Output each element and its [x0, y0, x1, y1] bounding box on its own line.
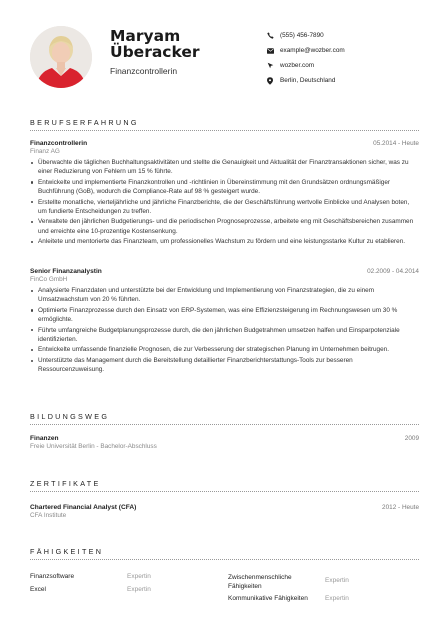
section-divider: [30, 491, 419, 492]
certificate-title: Chartered Financial Analyst (CFA): [30, 504, 137, 511]
section-divider: [30, 424, 419, 425]
experience-date: 02.2009 - 04.2014: [367, 268, 419, 275]
skill-name: Zwischenmenschliche Fähigkeiten: [228, 574, 292, 590]
section-title-certificates: ZERTIFIKATE: [30, 479, 101, 488]
experience-bullets: [30, 286, 419, 374]
skill-name: Finanzsoftware: [30, 573, 75, 580]
contact-location: [267, 73, 437, 88]
experience-date: 05.2014 - Heute: [373, 140, 419, 147]
list-item: Analysierte Finanzdaten und unterstützte bei der Entwicklung und Implementierung von Finanzstrategien, die zu einem Umsatzwachstum von 20 % führten.: [30, 286, 419, 304]
location-pin-icon: [267, 77, 280, 85]
education-detail: Freie Universität Berlin - Bachelor-Abschluss: [30, 443, 157, 450]
resume-header: [30, 26, 430, 94]
certificate-date: 2012 - Heute: [382, 504, 419, 511]
contact-list: [267, 28, 437, 88]
location-text: Berlin, Deutschland: [280, 77, 336, 84]
contact-website: [267, 58, 437, 73]
candidate-name: [110, 28, 200, 60]
contact-phone: [267, 28, 437, 43]
section-title-skills: FÄHIGKEITEN: [30, 547, 104, 556]
website-link[interactable]: wozber.com: [280, 62, 315, 69]
experience-bullets: [30, 158, 419, 246]
list-item: Optimierte Finanzprozesse durch den Einsatz von ERP-Systemen, was eine Effizienzsteigerung im Rechnungswesen um 30 % ermöglichte.: [30, 306, 419, 324]
experience-entry: [30, 268, 419, 376]
link-icon: [267, 62, 280, 69]
list-item: Entwickelte und implementierte Finanzkontrollen und -richtlinien in Übereinstimmung mit den Grundsätzen ordnungsmäßiger Buchführung (GoB), wodurch die Compliance-Rate auf 98 % gesteigert wurde.: [30, 178, 419, 196]
education-date: 2009: [404, 435, 419, 442]
job-title: Finanzcontrollerin: [110, 66, 178, 76]
last-name: Überacker: [110, 43, 200, 61]
section-title-education: BILDUNGSWEG: [30, 412, 110, 421]
experience-company: Finanz AG: [30, 148, 60, 155]
portrait-image: [30, 26, 92, 88]
profile-photo: [30, 26, 92, 88]
phone-icon: [267, 32, 280, 39]
education-title: Finanzen: [30, 435, 59, 442]
experience-entry: [30, 140, 419, 248]
skill-name: Excel: [30, 586, 46, 593]
skill-level: Expertin: [127, 573, 151, 580]
list-item: Führte umfangreiche Budgetplanungsprozesse durch, die den jährlichen Budgetrahmen umsetzen halfen und Einsparpotenziale identifizierten.: [30, 326, 419, 344]
list-item: Anleitete und mentorierte das Finanzteam, um professionelles Wachstum zu fördern und eine leistungsstarke Kultur zu etablieren.: [30, 237, 419, 246]
education-entry: [30, 435, 419, 450]
phone-text: (555) 456-7890: [280, 32, 324, 39]
section-divider: [30, 130, 419, 131]
certificate-issuer: CFA Institute: [30, 512, 67, 519]
list-item: Unterstützte das Management durch die Bereitstellung detaillierter Finanzberichterstattungs-Tools zur besseren Ressourcenzuweisung.: [30, 356, 419, 374]
first-name: Maryam: [110, 27, 181, 45]
section-divider: [30, 559, 419, 560]
skill-level: Expertin: [325, 577, 349, 584]
list-item: Entwickelte umfassende finanzielle Prognosen, die zur Verbesserung der strategischen Planung im Unternehmen beitrugen.: [30, 345, 419, 354]
experience-title: Finanzcontrollerin: [30, 140, 88, 147]
skill-level: Expertin: [127, 586, 151, 593]
list-item: Erstellte monatliche, vierteljährliche und jährliche Finanzberichte, die der Geschäftsführung wertvolle Einblicke und Analysen boten, um fundierte Entscheidungen zu treffen.: [30, 198, 419, 216]
contact-email: [267, 43, 437, 58]
email-link[interactable]: example@wozber.com: [280, 47, 345, 54]
section-title-experience: BERUFSERFAHRUNG: [30, 118, 139, 127]
list-item: Verwaltete den jährlichen Budgetierungs- und die periodischen Prognoseprozesse, arbeitete eng mit Geschäftsbereichen zusammen und erreichte eine 10-prozentige Kostensenkung.: [30, 217, 419, 235]
skill-name: Kommunikative Fähigkeiten: [228, 595, 308, 602]
envelope-icon: [267, 48, 280, 54]
skill-level: Expertin: [325, 595, 349, 602]
certificate-entry: [30, 504, 419, 519]
experience-company: FinCo GmbH: [30, 276, 68, 283]
list-item: Überwachte die täglichen Buchhaltungsaktivitäten und stellte die Genauigkeit und Aktualität der Finanztransaktionen sicher, was zu einer Reduzierung von Fehlern um 15 % führte.: [30, 158, 419, 176]
experience-title: Senior Finanzanalystin: [30, 268, 102, 275]
